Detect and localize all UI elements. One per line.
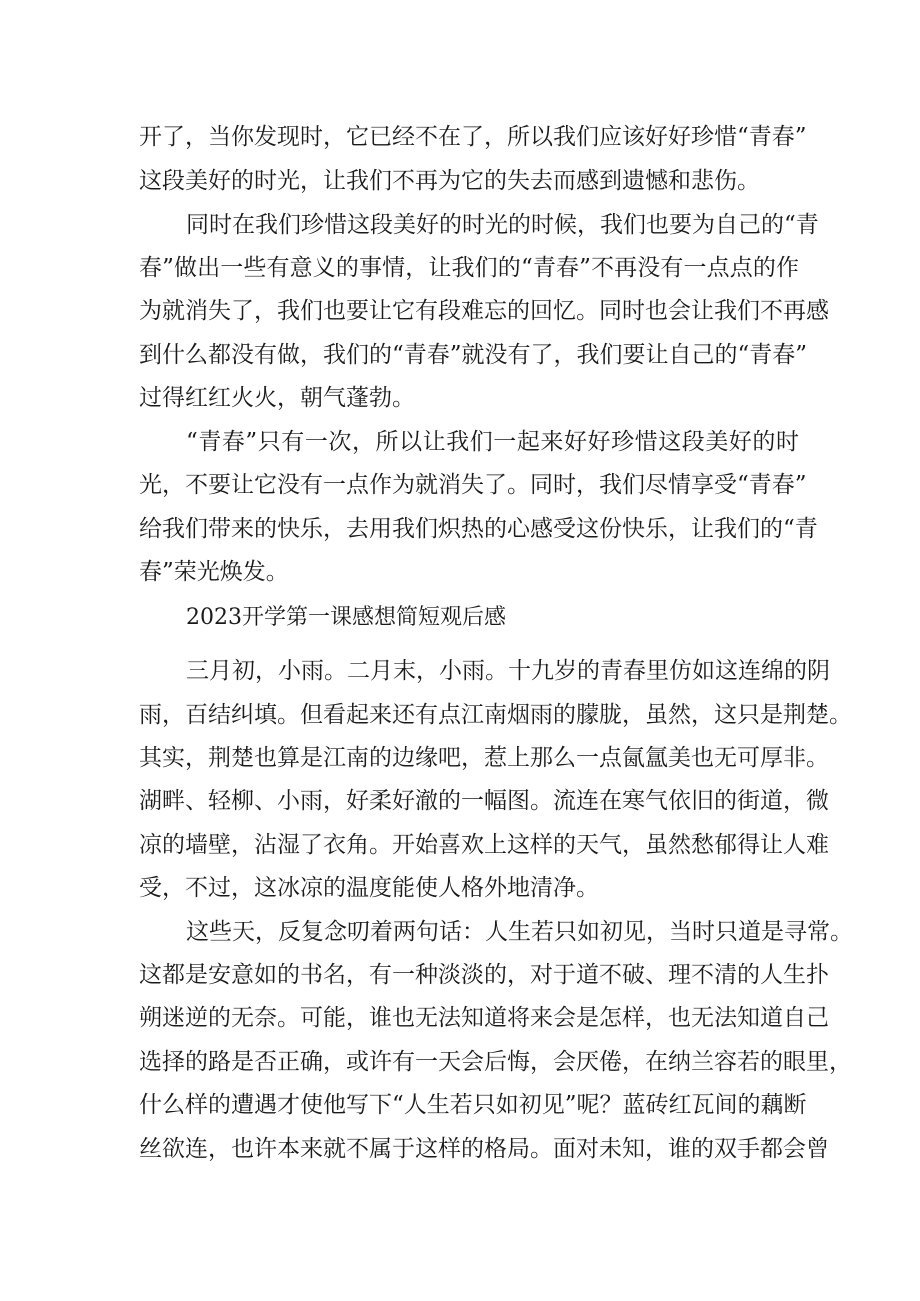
text-line: 到什么都没有做，我们的“青春”就没有了，我们要让自己的“青春” <box>139 342 808 368</box>
text-line: 给我们带来的快乐，去用我们炽热的心感受这份快乐，让我们的“青 <box>139 516 818 542</box>
text-line: 选择的路是否正确，或许有一天会后悔，会厌倦，在纳兰容若的眼里， <box>139 1049 852 1075</box>
text-line: 其实，荆楚也算是江南的边缘吧，惹上那么一点氤氲美也无可厚非。 <box>139 745 829 771</box>
text-line: 朔迷逆的无奈。可能，谁也无法知道将来会是怎样，也无法知道自己 <box>139 1005 829 1031</box>
text-line: 开了，当你发现时，它已经不在了，所以我们应该好好珍惜“青春” <box>139 124 807 150</box>
text-line: 丝欲连，也许本来就不属于这样的格局。面对未知，谁的双手都会曾 <box>139 1136 829 1162</box>
text-line: 为就消失了，我们也要让它有段难忘的回忆。同时也会让我们不再感 <box>139 298 829 324</box>
text-line: 春”荣光焕发。 <box>139 559 289 585</box>
text-line: 春”做出一些有意义的事情，让我们的“青春”不再没有一点点的作 <box>139 255 799 281</box>
text-line: 这都是安意如的书名，有一种淡淡的，对于道不破、理不清的人生扑 <box>139 962 829 988</box>
text-line: 什么样的遭遇才使他写下“人生若只如初见”呢？蓝砖红瓦间的藕断 <box>139 1092 807 1118</box>
text-line: 这段美好的时光，让我们不再为它的失去而感到遗憾和悲伤。 <box>139 168 760 194</box>
text-line: 凉的墙壁，沾湿了衣角。开始喜欢上这样的天气，虽然愁郁得让人难 <box>139 832 829 858</box>
text-line: 同时在我们珍惜这段美好的时光的时候，我们也要为自己的“青 <box>186 212 819 238</box>
text-line: 这些天，反复念叨着两句话：人生若只如初见，当时只道是寻常。 <box>186 919 853 945</box>
text-line: 过得红红火火，朝气蓬勃。 <box>139 385 415 411</box>
text-line: 光，不要让它没有一点作为就消失了。同时，我们尽情享受“青春” <box>139 472 807 498</box>
text-line: “青春”只有一次，所以让我们一起来好好珍惜这段美好的时 <box>186 429 799 455</box>
text-line: 雨，百结纠填。但看起来还有点江南烟雨的朦胧，虽然，这只是荆楚。 <box>139 702 852 728</box>
text-line: 受，不过，这冰凉的温度能使人格外地清净。 <box>139 875 599 901</box>
section-heading: 2023开学第一课感想简短观后感 <box>186 605 506 630</box>
text-line: 三月初，小雨。二月末，小雨。十九岁的青春里仿如这连绵的阴 <box>186 658 830 684</box>
text-line: 湖畔、轻柳、小雨，好柔好澈的一幅图。流连在寒气依旧的街道，微 <box>139 788 829 814</box>
